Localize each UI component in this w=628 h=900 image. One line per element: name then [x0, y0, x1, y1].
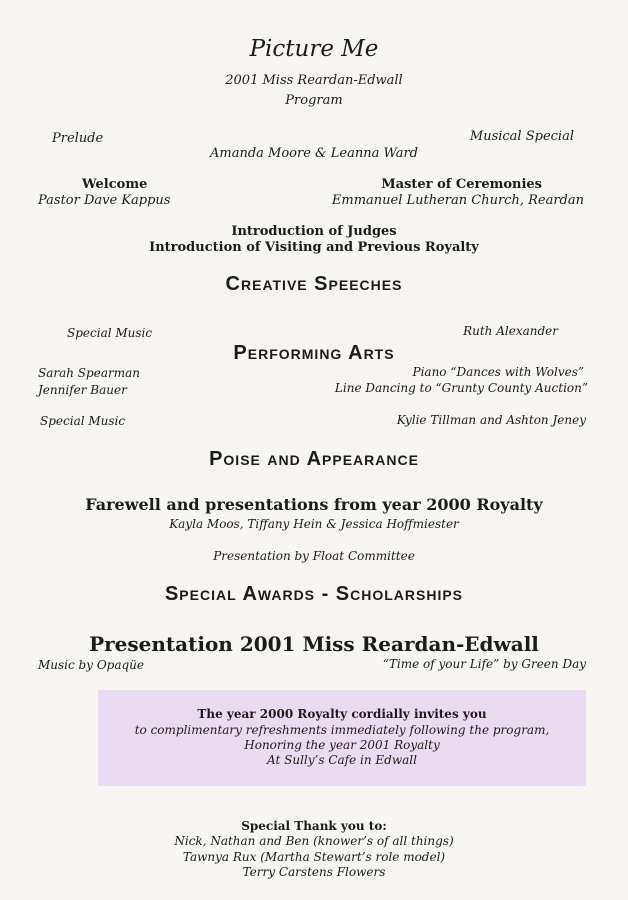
farewell-names: Kayla Moos, Tiffany Hein & Jessica Hoffmiester: [169, 517, 459, 531]
presentation-title: Presentation 2001 Miss Reardan-Edwall: [89, 632, 539, 656]
mc-name: Emmanuel Lutheran Church, Reardan: [331, 193, 584, 208]
thanks-line-2: Tawnya Rux (Martha Stewart’s role model): [182, 850, 446, 864]
performer-sarah: Sarah Spearman: [38, 366, 140, 380]
float-committee: Presentation by Float Committee: [213, 549, 415, 563]
performance-line-dancing: Line Dancing to “Grunty County Auction”: [334, 381, 588, 395]
farewell-title: Farewell and presentations from year 2000 Royalty: [85, 495, 543, 514]
page-subtitle: 2001 Miss Reardan-Edwall: [225, 73, 403, 88]
mc-label: Master of Ceremonies: [381, 177, 542, 192]
welcome-label: Welcome: [82, 177, 148, 192]
performer-jennifer: Jennifer Bauer: [38, 383, 127, 397]
page-title: Picture Me: [249, 36, 379, 62]
special-music-label-2: Special Music: [40, 414, 126, 428]
thanks-line-1: Nick, Nathan and Ben (knower’s of all things): [174, 834, 454, 848]
invitation-line-1: The year 2000 Royalty cordially invites you: [197, 707, 487, 721]
thanks-line-3: Terry Carstens Flowers: [242, 865, 386, 879]
thanks-heading: Special Thank you to:: [241, 819, 387, 833]
intro-royalty: Introduction of Visiting and Previous Royalty: [149, 240, 479, 255]
invitation-line-3: Honoring the year 2001 Royalty: [244, 738, 440, 752]
musical-special-label: Musical Special: [469, 129, 574, 144]
prelude-performers: Amanda Moore & Leanna Ward: [210, 146, 418, 161]
poise-heading: Poise and Appearance: [209, 448, 419, 470]
song-title: “Time of your Life” by Green Day: [382, 657, 586, 671]
invitation-line-2: to complimentary refreshments immediately following the program,: [134, 723, 550, 737]
welcome-name: Pastor Dave Kappus: [38, 193, 171, 208]
special-music-label-1: Special Music: [67, 326, 153, 340]
special-music-performers: Kylie Tillman and Ashton Jeney: [396, 413, 586, 427]
intro-judges: Introduction of Judges: [231, 224, 397, 239]
invitation-line-4: At Sully’s Cafe in Edwall: [267, 753, 417, 767]
performing-arts-heading: Performing Arts: [233, 342, 395, 364]
creative-speeches-heading: Creative Speeches: [225, 273, 403, 295]
performance-piano: Piano “Dances with Wolves”: [412, 365, 584, 379]
creative-speech-performer: Ruth Alexander: [463, 324, 558, 338]
music-by: Music by Opaqüe: [38, 658, 145, 672]
program-label: Program: [285, 93, 343, 108]
prelude-label: Prelude: [52, 131, 104, 146]
special-awards-heading: Special Awards - Scholarships: [164, 583, 464, 605]
